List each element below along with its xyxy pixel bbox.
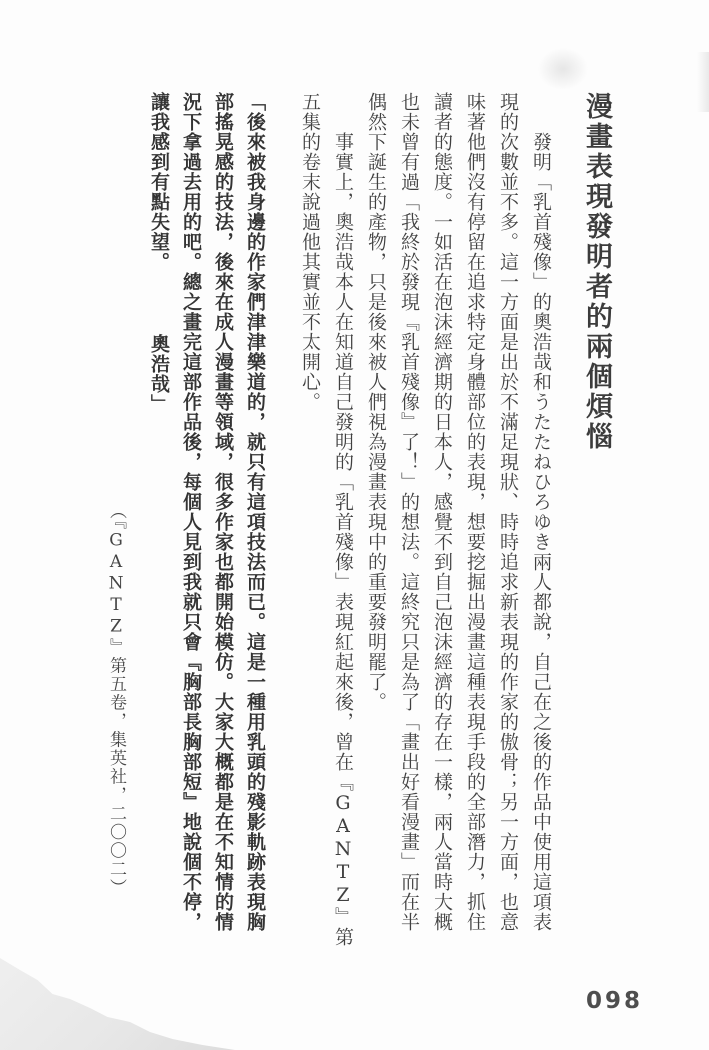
scan-artifact [538, 48, 588, 90]
text-column: 發明「乳首殘像」的奧浩哉和うたたねひろゆき兩人都說，自己在之後的作品中使用這項表 [530, 132, 552, 932]
paragraph-2 [293, 92, 359, 947]
text-column: 況下拿過去用的吧。總之畫完這部作品後，每個人見到我就只會『胸部長胸部短』地說個不停， [180, 92, 202, 932]
scan-artifact [697, 52, 709, 112]
text-column: 偶然下誕生的產物，只是後來被人們視為漫畫表現中的重要發明罷了。 [365, 92, 387, 712]
text-column [143, 92, 175, 940]
text-column: 「後來被我身邊的作家們津津樂道的，就只有這項技法而已。這是一種用乳頭的殘影軌跡表現胸 [244, 92, 266, 932]
text-column: 讀者的態度。一如活在泡沫經濟期的日本人，感覺不到自己泡沫經濟的存在一樣，兩人當時大概 [431, 92, 453, 932]
text-column: 也未曾有過「我終於發現『乳首殘像』了！」的想法。這終究只是為了「畫出好看漫畫」而在半 [398, 92, 420, 932]
text-column: 部搖晃感的技法，後來在成人漫畫等領域，很多作家也都開始模仿。大家大概都是在不知情的情 [212, 92, 234, 932]
quote-attribution: 奧浩哉」 [148, 334, 170, 414]
block-quote [143, 92, 271, 940]
page-number: 098 [585, 988, 643, 1014]
text-column: 現的次數並不多。這一方面是出於不滿足現狀、時時追求新表現的作家的傲骨；另一方面，也意 [497, 92, 519, 932]
citation-block [101, 92, 131, 940]
paragraph-1 [359, 92, 557, 940]
page-corner-tear [0, 950, 250, 1050]
text-column: 味著他們沒有停留在追求特定身體部位的表現，想要挖掘出漫畫這種表現手段的全部潛力，抓住 [464, 92, 486, 932]
text-column: 事實上，奧浩哉本人在知道自己發明的「乳首殘像」表現紅起來後，曾在『GANTZ』第 [332, 132, 354, 947]
article [101, 92, 621, 947]
quote-last-text: 讓我感到有點失望。 [148, 92, 170, 272]
citation-column: （『GANTZ』第五卷，集英社，二〇〇二） [106, 502, 126, 897]
article-title: 漫畫表現發明者的兩個煩惱 [581, 92, 612, 452]
text-column: 五集的卷末說過他其實並不太開心。 [299, 92, 321, 412]
